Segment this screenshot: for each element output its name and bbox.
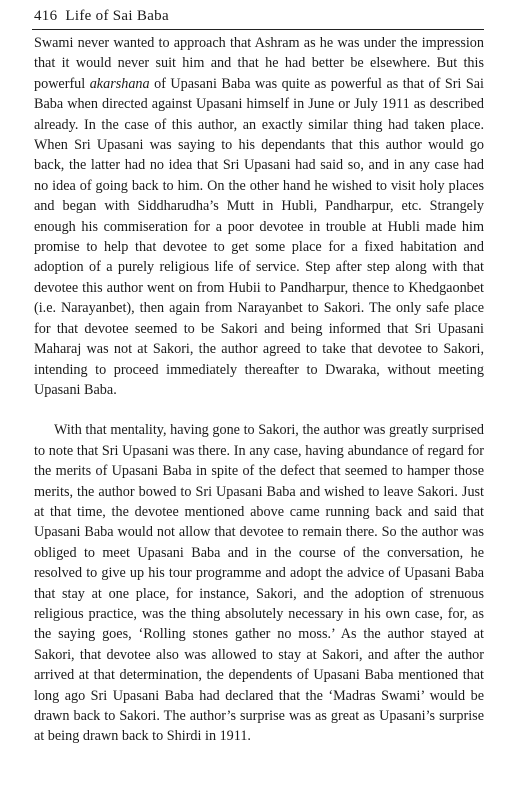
page-number: 416 <box>34 8 58 24</box>
italic-term: akarshana <box>89 75 150 92</box>
paragraph-1: Swami never wanted to approach that Ashram as he was under the impression that it would never suit him and that he had better be elsewhere. But this powerful akarshana of Upasani Baba was quite as powerful as that of Sri Sai Baba when directed against Upasani himself in June or July 1911 as described already. In the case of this author, an exactly similar thing had taken place. When Sri Upasani was saying to his dependants that this author would go back, the latter had no idea that Sri Upasani had said so, and in any case had no idea of going back to him. On the other hand he wished to visit holy places and began with Siddharudha’s Mutt in Hubli, Pandharpur, etc. Strangely enough his commiseration for a poor devotee in trouble at Hubli made him promise to help that devotee to get some place for a fixed habitation and adoption of a purely religious life of service. Step after step along with that devotee this author went on from Hubii to Pandharpur, thence to Khedgaonbet (i.e. Narayanbet), then again from Narayanbet to Sakori. The only safe place for that devotee seemed to be Sakori and being informed that Sri Upasani Maharaj was not at Sakori, the author agreed to take that devotee to Sakori, intending to proceed immediately thereafter to Dwaraka, without meeting Upasani Baba. <box>34 35 484 398</box>
paragraph-2: With that mentality, having gone to Sakori, the author was greatly surprised to note that Sri Upasani was there. In any case, having abundance of regard for the merits of Upasani Baba in spite of the defect that seemed to hamper those merits, the author bowed to Sri Upasani Baba and wished to leave Sakori. Just at that time, the devotee mentioned above came running back and said that Upasani Baba would not allow that devotee to remain there. So the author was obliged to meet Upasani Baba and in the course of the conversation, he resolved to give up his tour programme and adopt the advice of Upasani Baba that stay at one place, for instance, Sakori, and the adoption of strenuous religious practice, was the thing absolutely necessary in his own case, for, as the saying goes, ‘Rolling stones gather no moss.’ As the author stayed at Sakori, that devotee also was allowed to stay at Sakori, and after the author arrived at that determination, the dependents of Upasani Baba mentioned that long ago Sri Upasani Baba had declared that the ‘Madras Swami’ would be drawn back to Sakori. The author’s surprise was as great as Upasani’s surprise at being drawn back to Shirdi in 1911. <box>34 422 484 745</box>
running-header <box>34 7 484 25</box>
running-title: Life of Sai Baba <box>65 8 169 24</box>
header-rule <box>32 29 484 30</box>
body-text <box>34 33 484 747</box>
